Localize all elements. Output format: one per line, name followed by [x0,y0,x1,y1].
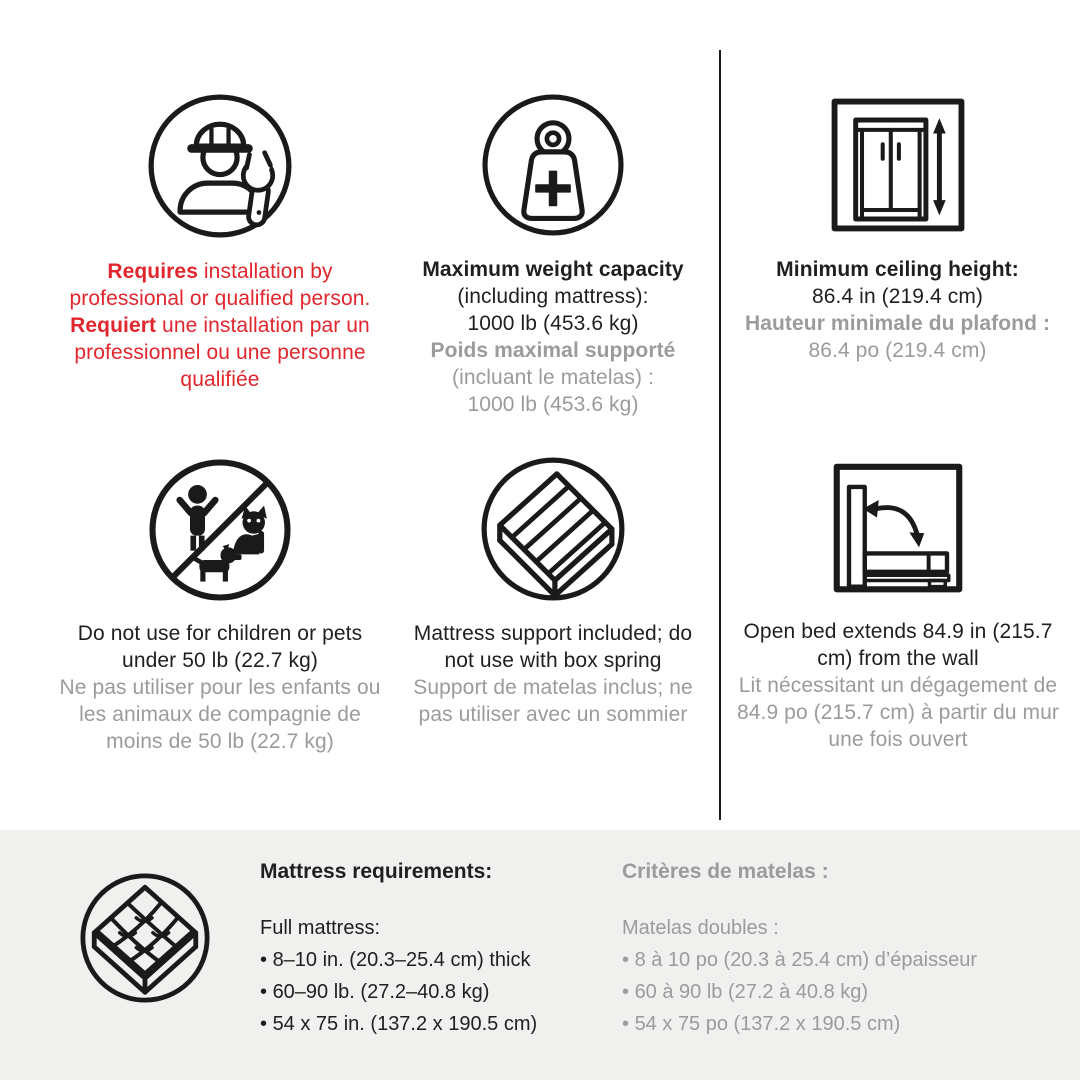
install-en-rest: installation by professional or qualified person. [69,260,371,310]
vertical-divider [719,50,721,820]
install-fr-rest: une installation par un professionnel ou une personne qualifiée [74,314,370,391]
install-en-bold: Requires [107,260,198,283]
weight-note [398,256,708,418]
children-note-en: Do not use for children or pets under 50 lb (22.7 kg) [77,622,363,672]
children-note-fr: Ne pas utiliser pour les enfants ou les animaux de compagnie de moins de 50 lb (22.7 kg) [59,676,381,753]
section-ceiling-height [735,93,1060,364]
children-note [50,620,390,755]
support-note-fr: Support de matelas inclus; ne pas utiliser avec un sommier [413,676,693,726]
list-item: • 54 x 75 po (137.2 x 190.5 cm) [622,1008,1062,1040]
mattress-requirements-fr [622,860,1062,1040]
ceiling-value-fr: 86.4 po (219.4 cm) [808,339,987,362]
openbed-note-en: Open bed extends 84.9 in (215.7 cm) from the wall [743,620,1053,670]
mattress-req-list-en [260,944,605,1040]
support-note-en: Mattress support included; do not use with box spring [413,622,693,672]
no-children-pets-icon [145,455,295,605]
ceiling-title-en: Minimum ceiling height: [776,258,1019,281]
weight-sub-en: (including mattress): [457,285,649,308]
weight-value-en: 1000 lb (453.6 kg) [467,312,639,335]
weight-capacity-icon [478,90,628,240]
mattress-req-list-fr [622,944,1062,1040]
section-no-children-pets [50,455,390,755]
weight-sub-fr: (incluant le matelas) : [452,366,654,389]
section-weight-capacity [398,90,708,418]
section-installation [50,90,390,393]
mattress-req-title-fr: Critères de matelas : [622,860,829,883]
install-note-fr [50,312,390,393]
mattress-req-subtitle-en: Full mattress: [260,917,381,939]
mattress-req-subtitle-fr: Matelas doubles : [622,917,779,939]
section-open-bed [733,458,1063,753]
section-mattress-support [400,453,706,728]
mattress-icon [75,868,215,1008]
list-item: • 60 à 90 lb (27.2 à 40.8 kg) [622,976,1062,1008]
list-item: • 8 à 10 po (20.3 à 25.4 cm) d’épaisseur [622,944,1062,976]
ceiling-height-icon [826,93,970,237]
open-bed-icon [828,458,968,598]
install-note [50,258,390,393]
openbed-note-fr: Lit nécessitant un dégagement de 84.9 po (215.7 cm) à partir du mur une fois ouvert [736,674,1060,751]
weight-title-en: Maximum weight capacity [422,258,684,281]
ceiling-note [735,256,1060,364]
weight-title-fr: Poids maximal supporté [430,339,676,362]
installer-icon [144,90,296,242]
list-item: • 8–10 in. (20.3–25.4 cm) thick [260,944,605,976]
mattress-requirements-en [260,860,605,1040]
slats-icon [477,453,629,605]
mattress-requirements-band [0,830,1080,1080]
openbed-note [733,618,1063,753]
list-item: • 60–90 lb. (27.2–40.8 kg) [260,976,605,1008]
support-note [400,620,706,728]
install-note-en [50,258,390,312]
mattress-req-title-en: Mattress requirements: [260,860,493,883]
list-item: • 54 x 75 in. (137.2 x 190.5 cm) [260,1008,605,1040]
install-fr-bold: Requiert [70,314,157,337]
ceiling-value-en: 86.4 in (219.4 cm) [811,285,984,308]
ceiling-title-fr: Hauteur minimale du plafond : [744,312,1051,335]
weight-value-fr: 1000 lb (453.6 kg) [467,393,639,416]
